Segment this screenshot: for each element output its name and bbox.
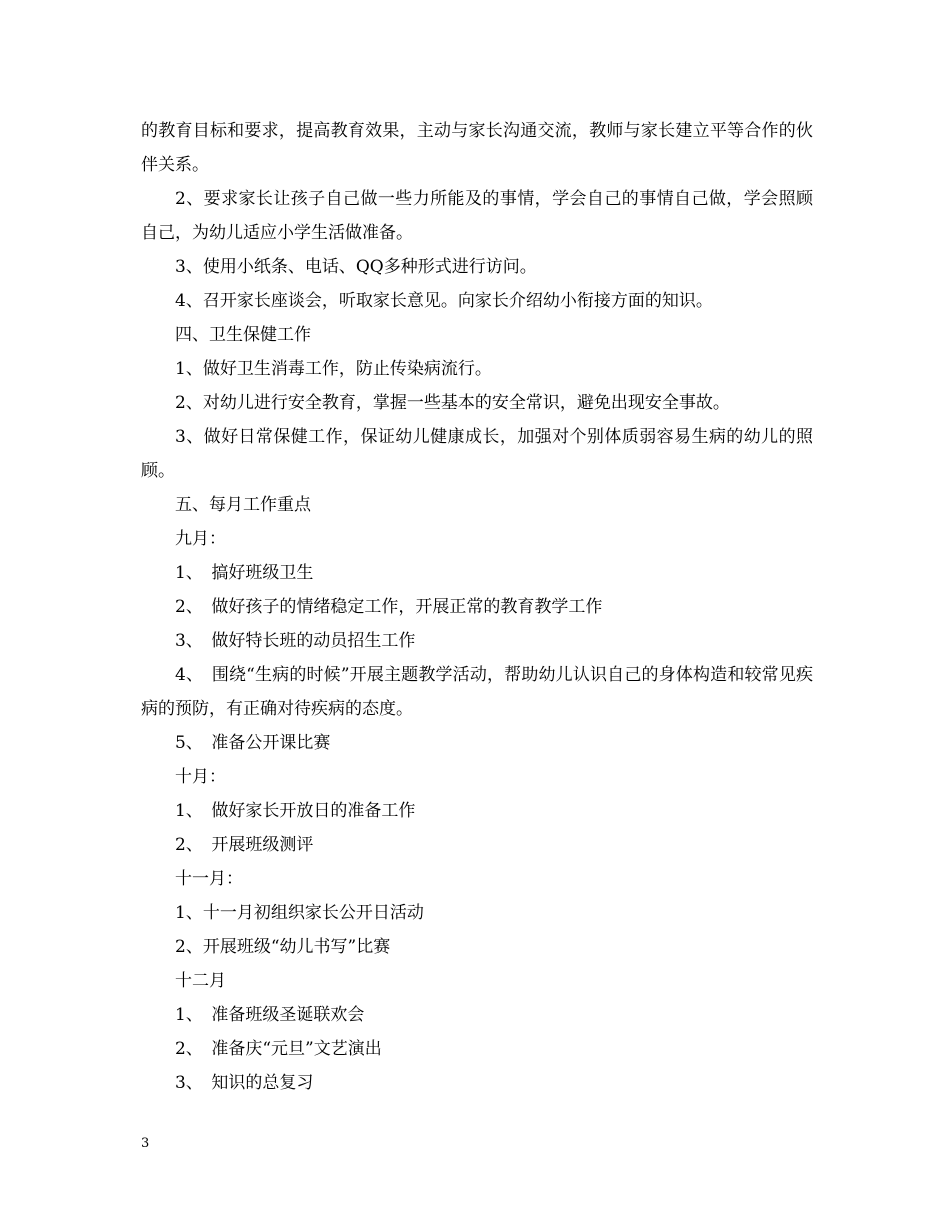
paragraph: 十一月：: [175, 869, 243, 889]
paragraph: 1、十一月初组织家长公开日活动: [175, 903, 424, 923]
paragraph: 十二月: [175, 971, 226, 991]
paragraph: 九月：: [175, 529, 226, 549]
page-number: 3: [141, 1136, 150, 1151]
paragraph: 2、 做好孩子的情绪稳定工作，开展正常的教育教学工作: [175, 597, 603, 617]
paragraph: 3、 做好特长班的动员招生工作: [175, 631, 416, 651]
paragraph: 1、 准备班级圣诞联欢会: [175, 1005, 365, 1025]
document-body: [141, 114, 813, 1100]
paragraph: 2、 准备庆“元旦”文艺演出: [175, 1039, 382, 1059]
paragraph: 的教育目标和要求，提高教育效果，主动与家长沟通交流，教师与家长建立平等合作的伙伴关系。: [141, 121, 813, 175]
paragraph: 3、使用小纸条、电话、QQ多种形式进行访问。: [175, 257, 537, 277]
paragraph: 2、开展班级“幼儿书写”比赛: [175, 937, 391, 957]
paragraph: 3、做好日常保健工作，保证幼儿健康成长，加强对个别体质弱容易生病的幼儿的照顾。: [141, 427, 813, 481]
paragraph: 2、要求家长让孩子自己做一些力所能及的事情，学会自己的事情自己做，学会照顾自己，为幼儿适应小学生活做准备。: [141, 189, 813, 243]
paragraph: 3、 知识的总复习: [175, 1073, 314, 1093]
paragraph: 五、每月工作重点: [175, 495, 311, 515]
paragraph: 5、 准备公开课比赛: [175, 733, 331, 753]
paragraph: 1、 搞好班级卫生: [175, 563, 314, 583]
paragraph: 1、 做好家长开放日的准备工作: [175, 801, 416, 821]
paragraph: 四、卫生保健工作: [175, 325, 311, 345]
paragraph: 4、 围绕“生病的时候”开展主题教学活动，帮助幼儿认识自己的身体构造和较常见疾病的预防，有正确对待疾病的态度。: [141, 665, 813, 719]
paragraph: 4、召开家长座谈会，听取家长意见。向家长介绍幼小衔接方面的知识。: [175, 291, 713, 311]
paragraph: 2、对幼儿进行安全教育，掌握一些基本的安全常识，避免出现安全事故。: [175, 393, 730, 413]
paragraph: 2、 开展班级测评: [175, 835, 314, 855]
paragraph: 十月：: [175, 767, 226, 787]
paragraph: 1、做好卫生消毒工作，防止传染病流行。: [175, 359, 492, 379]
